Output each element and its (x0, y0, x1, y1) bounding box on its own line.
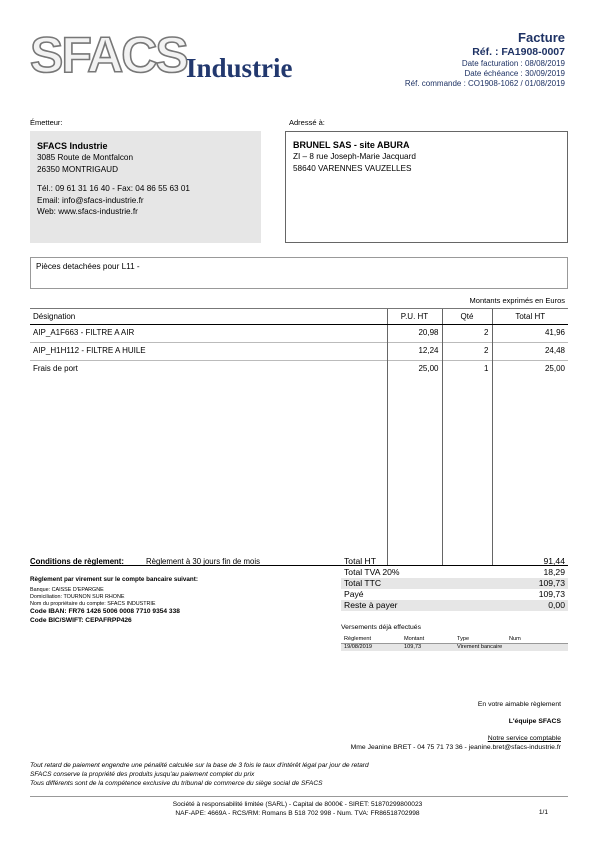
emitter-web: Web: www.sfacs-industrie.fr (37, 207, 138, 216)
remaining-label: Reste à payer (344, 600, 398, 610)
bic-code: Code BIC/SWIFT: CEPAFRPP426 (30, 616, 132, 624)
emitter-email: Email: info@sfacs-industrie.fr (37, 195, 144, 205)
legal-line: Tous différents sont de la compétence exclusive du tribunal de commerce du siège social de SFACS (30, 780, 323, 787)
remaining-value: 0,00 (548, 600, 565, 610)
items-table (30, 308, 568, 566)
remaining-row (341, 600, 568, 611)
payment-row (341, 643, 568, 651)
totals-box (341, 556, 568, 611)
pay-type: Virement bancaire (454, 643, 506, 651)
paid-value: 109,73 (538, 589, 565, 599)
payments-header (341, 635, 568, 643)
row-designation: Frais de port (33, 364, 78, 373)
pay-amount: 109,73 (401, 643, 454, 651)
pay-col-amount: Montant (401, 635, 454, 643)
conditions-value: Règlement à 30 jours fin de mois (146, 557, 260, 566)
conditions-title: Conditions de règlement: (30, 557, 125, 566)
row-total: 24,48 (492, 343, 568, 361)
recipient-address2: 58640 VARENNES VAUZELLES (293, 163, 412, 173)
account-owner: Nom du propriétaire du compte: SFACS INDUSTRIE (30, 601, 156, 607)
row-qty: 1 (442, 361, 492, 379)
pay-date: 19/08/2019 (341, 643, 401, 651)
transfer-title: Règlement par virement sur le compte bancaire suivant: (30, 576, 198, 583)
paid-label: Payé (344, 589, 364, 599)
recipient-address1: ZI – 8 rue Joseph-Marie Jacquard (293, 152, 416, 161)
col-designation: Désignation (30, 309, 387, 325)
col-unit-price: P.U. HT (387, 309, 442, 325)
row-unit-price: 25,00 (387, 361, 442, 379)
total-tva-row (341, 567, 568, 578)
table-row (30, 325, 568, 343)
due-date: Date échéance : 30/09/2019 (464, 69, 565, 78)
footer-divider (30, 796, 568, 797)
row-designation: AIP_H1H112 - FILTRE A HUILE (33, 346, 146, 355)
recipient-box (285, 131, 568, 243)
table-header (30, 309, 568, 325)
col-qty: Qté (442, 309, 492, 325)
row-unit-price: 12,24 (387, 343, 442, 361)
total-tva-value: 18,29 (543, 567, 565, 577)
row-qty: 2 (442, 343, 492, 361)
subject-box: Pièces detachées pour L11 - (30, 257, 568, 289)
total-ttc-value: 109,73 (538, 578, 565, 588)
total-tva-label: Total TVA 20% (344, 567, 400, 577)
legal-line: Tout retard de paiement engendre une pénalité calculée sur la base de 3 fois le taux d'intérêt légal par jour de retard (30, 762, 369, 769)
table-row (30, 343, 568, 361)
recipient-label: Adressé à: (289, 118, 325, 127)
signature-contact: Mme Jeanine BRET - 04 75 71 73 36 - jeanine.bret@sfacs-industrie.fr (350, 744, 561, 751)
pay-col-type: Type (454, 635, 506, 643)
table-filler (30, 379, 568, 566)
recipient-name: BRUNEL SAS - site ABURA (293, 140, 410, 150)
legal-notice (30, 761, 369, 788)
total-ttc-label: Total TTC (344, 578, 382, 588)
row-total: 25,00 (492, 361, 568, 379)
total-ht-row (341, 556, 568, 567)
emitter-address2: 26350 MONTRIGAUD (37, 164, 118, 174)
pay-num (506, 643, 568, 651)
total-ht-value: 91,44 (543, 556, 565, 566)
col-total: Total HT (492, 309, 568, 325)
iban-code: Code IBAN: FR76 1426 5006 0008 7710 9354 338 (30, 608, 180, 615)
row-total: 41,96 (492, 325, 568, 343)
invoice-date: Date facturation : 08/08/2019 (461, 59, 565, 68)
emitter-box (30, 131, 261, 243)
emitter-phone: Tél.: 09 61 31 16 40 - Fax: 04 86 55 63 01 (37, 184, 190, 193)
emitter-address1: 3085 Route de Montfalcon (37, 153, 134, 162)
invoice-header (405, 30, 565, 89)
signature-team: L'équipe SFACS (508, 718, 561, 725)
bank-domiciliation: Domiciliation: TOURNON SUR RHONE (30, 594, 125, 600)
logo-industrie: Industrie (186, 53, 293, 83)
currency-note: Montants exprimés en Euros (469, 296, 565, 305)
row-designation: AIP_A1F663 - FILTRE A AIR (33, 328, 135, 337)
total-ht-label: Total HT (344, 556, 376, 566)
signature-greeting: En votre aimable règlement (477, 701, 561, 708)
emitter-label: Émetteur: (30, 118, 63, 127)
row-qty: 2 (442, 325, 492, 343)
emitter-name: SFACS Industrie (37, 141, 108, 151)
pay-col-num: Num (506, 635, 568, 643)
logo-sfacs: SFACS (30, 27, 187, 83)
footer-company: Société à responsabilité limitée (SARL) - Capital de 8000€ - SIRET: 51870299800023 (172, 801, 423, 808)
document-title: Facture (518, 30, 565, 45)
payments-table (341, 635, 568, 651)
payment-conditions (30, 557, 330, 625)
footer-registration: NAF-APE: 4669A - RCS/RM: Romans B 518 702 998 - Num. TVA: FR86518702998 (175, 810, 420, 817)
signature-service: Notre service comptable (487, 735, 561, 742)
total-ttc-row (341, 578, 568, 589)
page-number: 1/1 (538, 809, 548, 816)
row-unit-price: 20,98 (387, 325, 442, 343)
table-row (30, 361, 568, 379)
payments-title: Versements déjà effectués (341, 624, 421, 631)
invoice-ref: Réf. : FA1908-0007 (472, 46, 565, 58)
pay-col-date: Règlement (341, 635, 401, 643)
paid-row (341, 589, 568, 600)
bank-name: Banque: CAISSE D'EPARGNE (30, 587, 104, 593)
legal-line: SFACS conserve la propriété des produits jusqu'au paiement complet du prix (30, 771, 255, 778)
order-ref: Réf. commande : CO1908-1062 / 01/08/2019 (404, 79, 565, 88)
